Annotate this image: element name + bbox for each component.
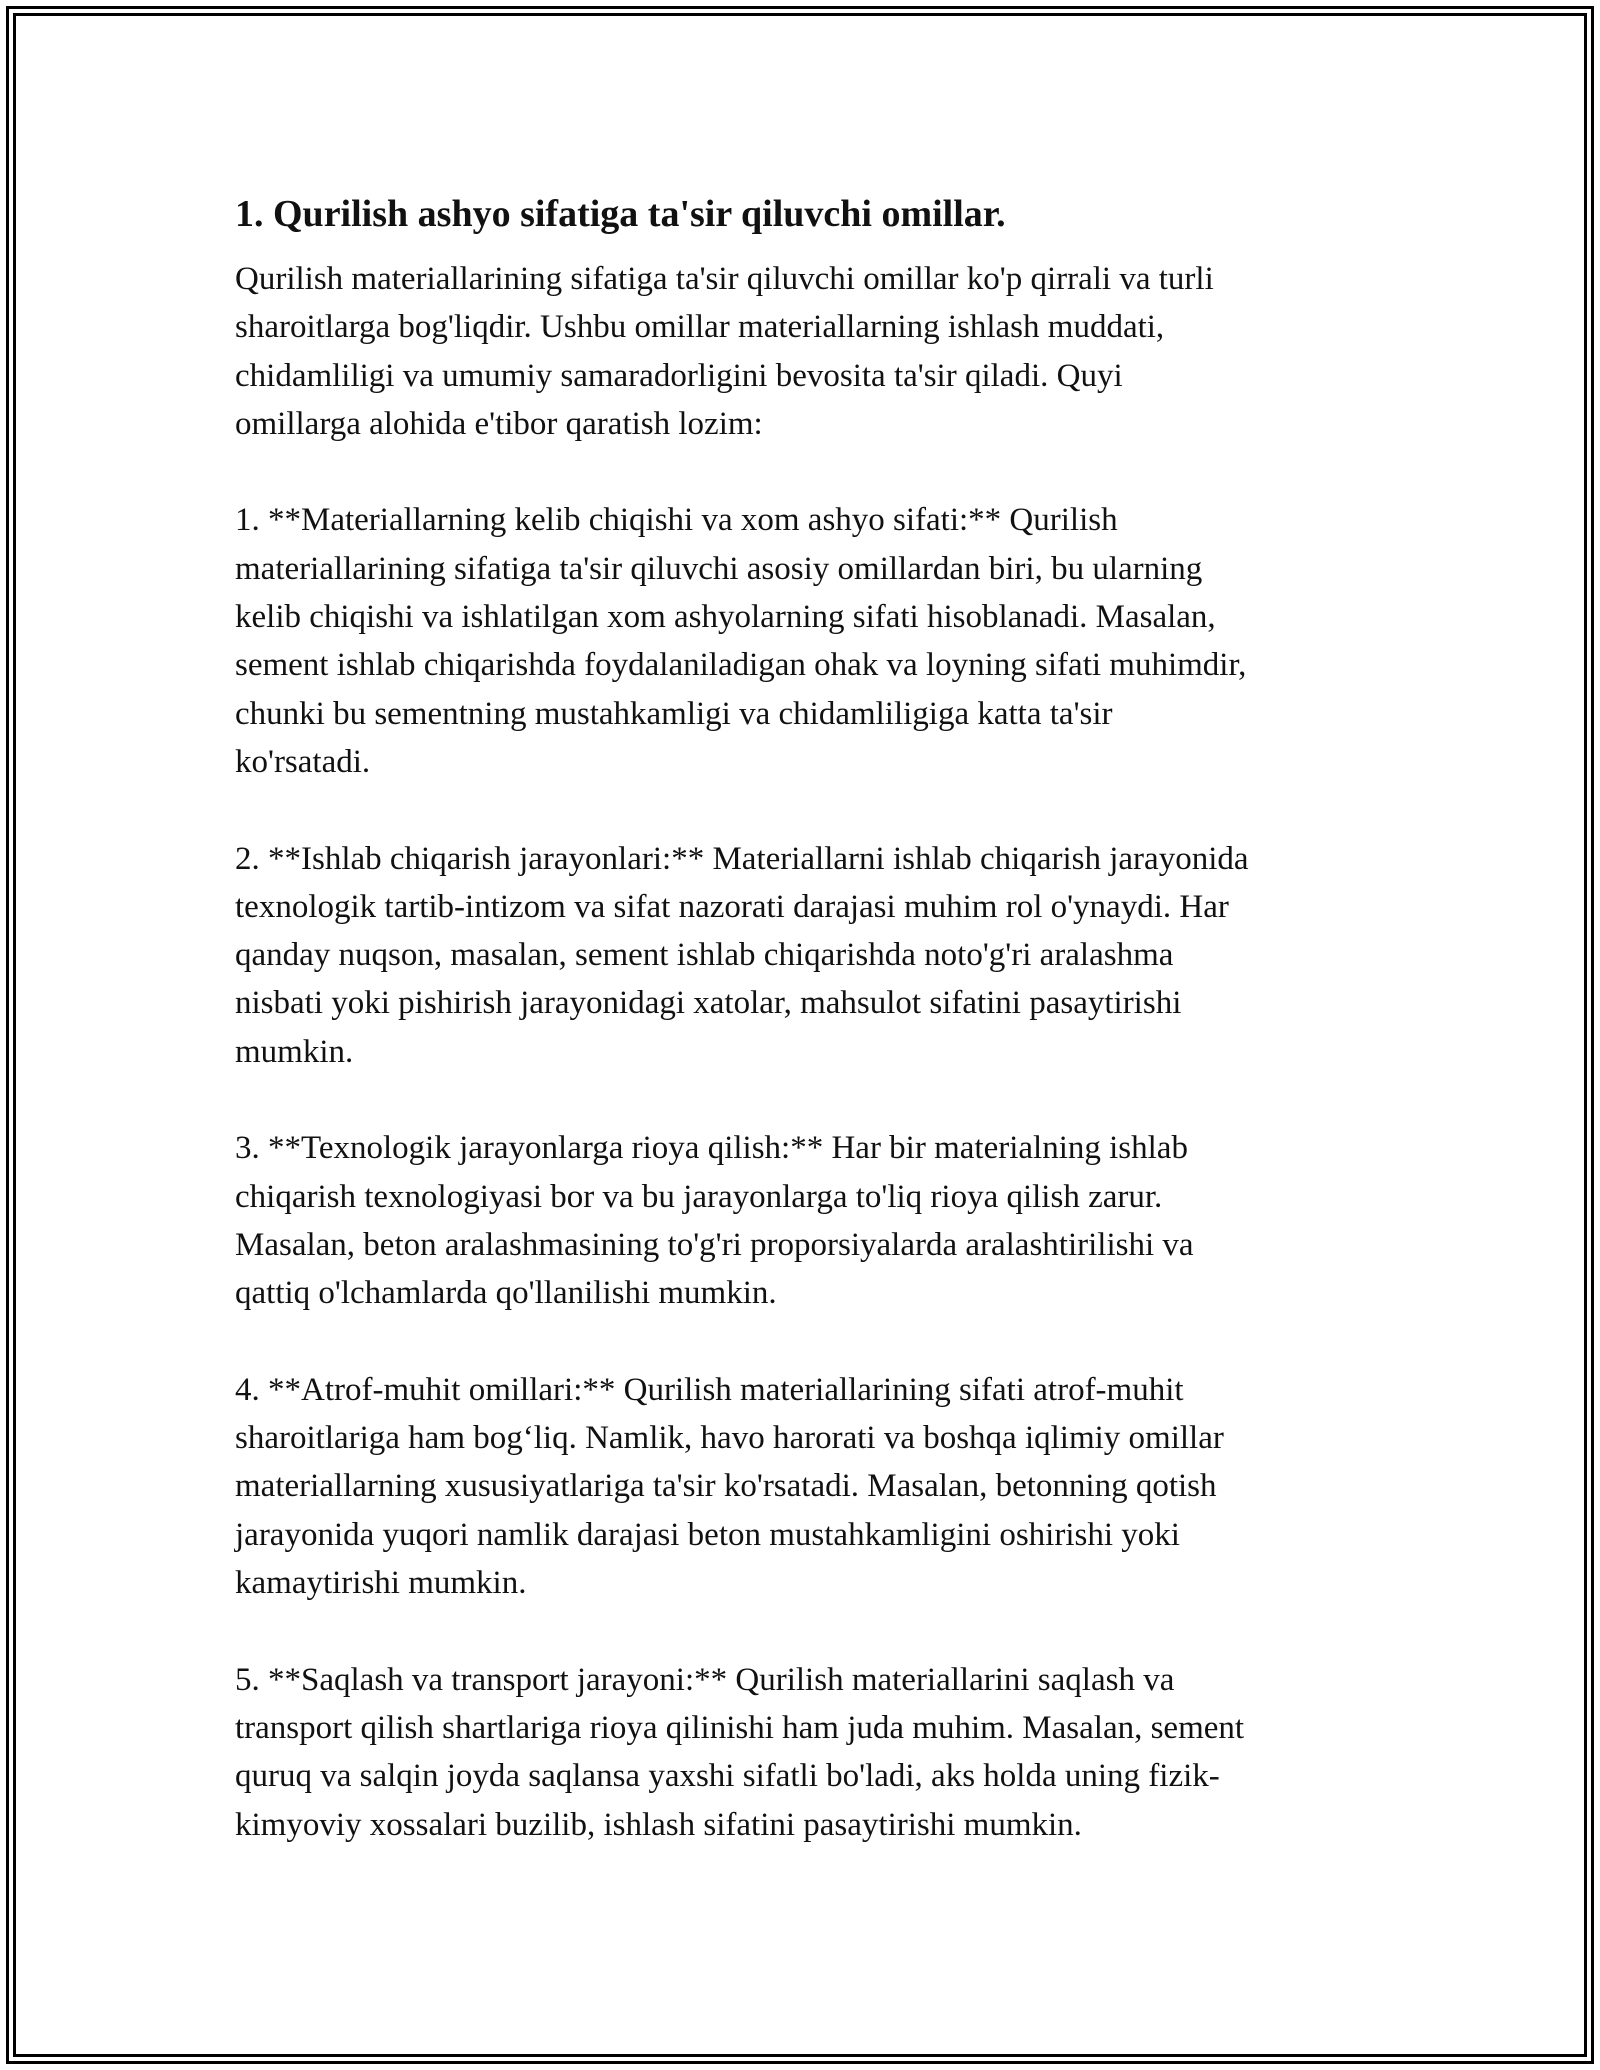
paragraph-line: ko'rsatadi. xyxy=(235,743,371,780)
paragraph-line: materiallarining sifatiga ta'sir qiluvchi asosiy omillardan biri, bu ularning xyxy=(235,550,1203,587)
document-title: 1. Qurilish ashyo sifatiga ta'sir qiluvchi omillar. xyxy=(235,193,1006,235)
paragraph-line: omillarga alohida e'tibor qaratish lozim: xyxy=(235,405,763,442)
paragraph-line: Qurilish materiallarining sifatiga ta'sir qiluvchi omillar ko'p qirrali va turli xyxy=(235,261,1214,297)
paragraph-line: chunki bu sementning mustahkamligi va chidamliligiga katta ta'sir xyxy=(235,695,1113,732)
paragraph-line: chidamliligi va umumiy samaradorligini bevosita ta'sir qiladi. Quyi xyxy=(235,357,1123,394)
paragraph-line: jarayonida yuqori namlik darajasi beton mustahkamligini oshirishi yoki xyxy=(235,1516,1180,1553)
paragraph-line: sharoitlarga bog'liqdir. Ushbu omillar materiallarning ishlash muddati, xyxy=(235,309,1165,346)
paragraph-line: Masalan, beton aralashmasining to'g'ri proporsiyalarda aralashtirilishi va xyxy=(235,1226,1194,1263)
paragraph-line: sharoitlariga ham bog‘liq. Namlik, havo harorati va boshqa iqlimiy omillar xyxy=(235,1420,1224,1457)
paragraph-line: mumkin. xyxy=(235,1033,354,1070)
paragraph-line: chiqarish texnologiyasi bor va bu jarayonlarga to'liq rioya qilish zarur. xyxy=(235,1178,1163,1215)
paragraph-line: qattiq o'lchamlarda qo'llanilishi mumkin. xyxy=(235,1275,777,1312)
factor-production-paragraph xyxy=(235,835,1385,1076)
paragraph-line: nisbati yoki pishirish jarayonidagi xatolar, mahsulot sifatini pasaytirishi xyxy=(235,985,1182,1022)
paragraph-line: kamaytirishi mumkin. xyxy=(235,1565,527,1602)
paragraph-line: 5. **Saqlash va transport jarayoni:** Qurilish materiallarini saqlash va xyxy=(235,1661,1175,1698)
paragraph-line: texnologik tartib-intizom va sifat nazorati darajasi muhim rol o'ynaydi. Har xyxy=(235,888,1229,925)
paragraph-line: 3. **Texnologik jarayonlarga rioya qilish:** Har bir materialning ishlab xyxy=(235,1130,1188,1167)
document-body xyxy=(235,185,1385,1897)
paragraph-line: 2. **Ishlab chiqarish jarayonlari:** Materiallarni ishlab chiqarish jarayonida xyxy=(235,840,1249,877)
factor-technology-paragraph xyxy=(235,1124,1385,1317)
factor-environment-paragraph xyxy=(235,1366,1385,1607)
paragraph-line: kimyoviy xossalari buzilib, ishlash sifatini pasaytirishi mumkin. xyxy=(235,1806,1082,1843)
paragraph-line: 1. **Materiallarning kelib chiqishi va xom ashyo sifati:** Qurilish xyxy=(235,502,1118,539)
paragraph-line: 4. **Atrof-muhit omillari:** Qurilish materiallarining sifati atrof-muhit xyxy=(235,1371,1184,1408)
factor-raw-material-paragraph xyxy=(235,496,1385,786)
paragraph-line: materiallarning xususiyatlariga ta'sir ko'rsatadi. Masalan, betonning qotish xyxy=(235,1468,1217,1505)
factor-storage-transport-paragraph xyxy=(235,1656,1385,1849)
paragraph-line: quruq va salqin joyda saqlansa yaxshi sifatli bo'ladi, aks holda uning fizik- xyxy=(235,1758,1220,1795)
paragraph-line: qanday nuqson, masalan, sement ishlab chiqarishda noto'g'ri aralashma xyxy=(235,937,1174,974)
paragraph-line: transport qilish shartlariga rioya qilinishi ham juda muhim. Masalan, sement xyxy=(235,1709,1245,1746)
intro-paragraph xyxy=(235,255,1385,448)
paragraph-line: kelib chiqishi va ishlatilgan xom ashyolarning sifati hisoblanadi. Masalan, xyxy=(235,599,1216,636)
paragraph-line: sement ishlab chiqarishda foydalaniladigan ohak va loyning sifati muhimdir, xyxy=(235,647,1247,684)
